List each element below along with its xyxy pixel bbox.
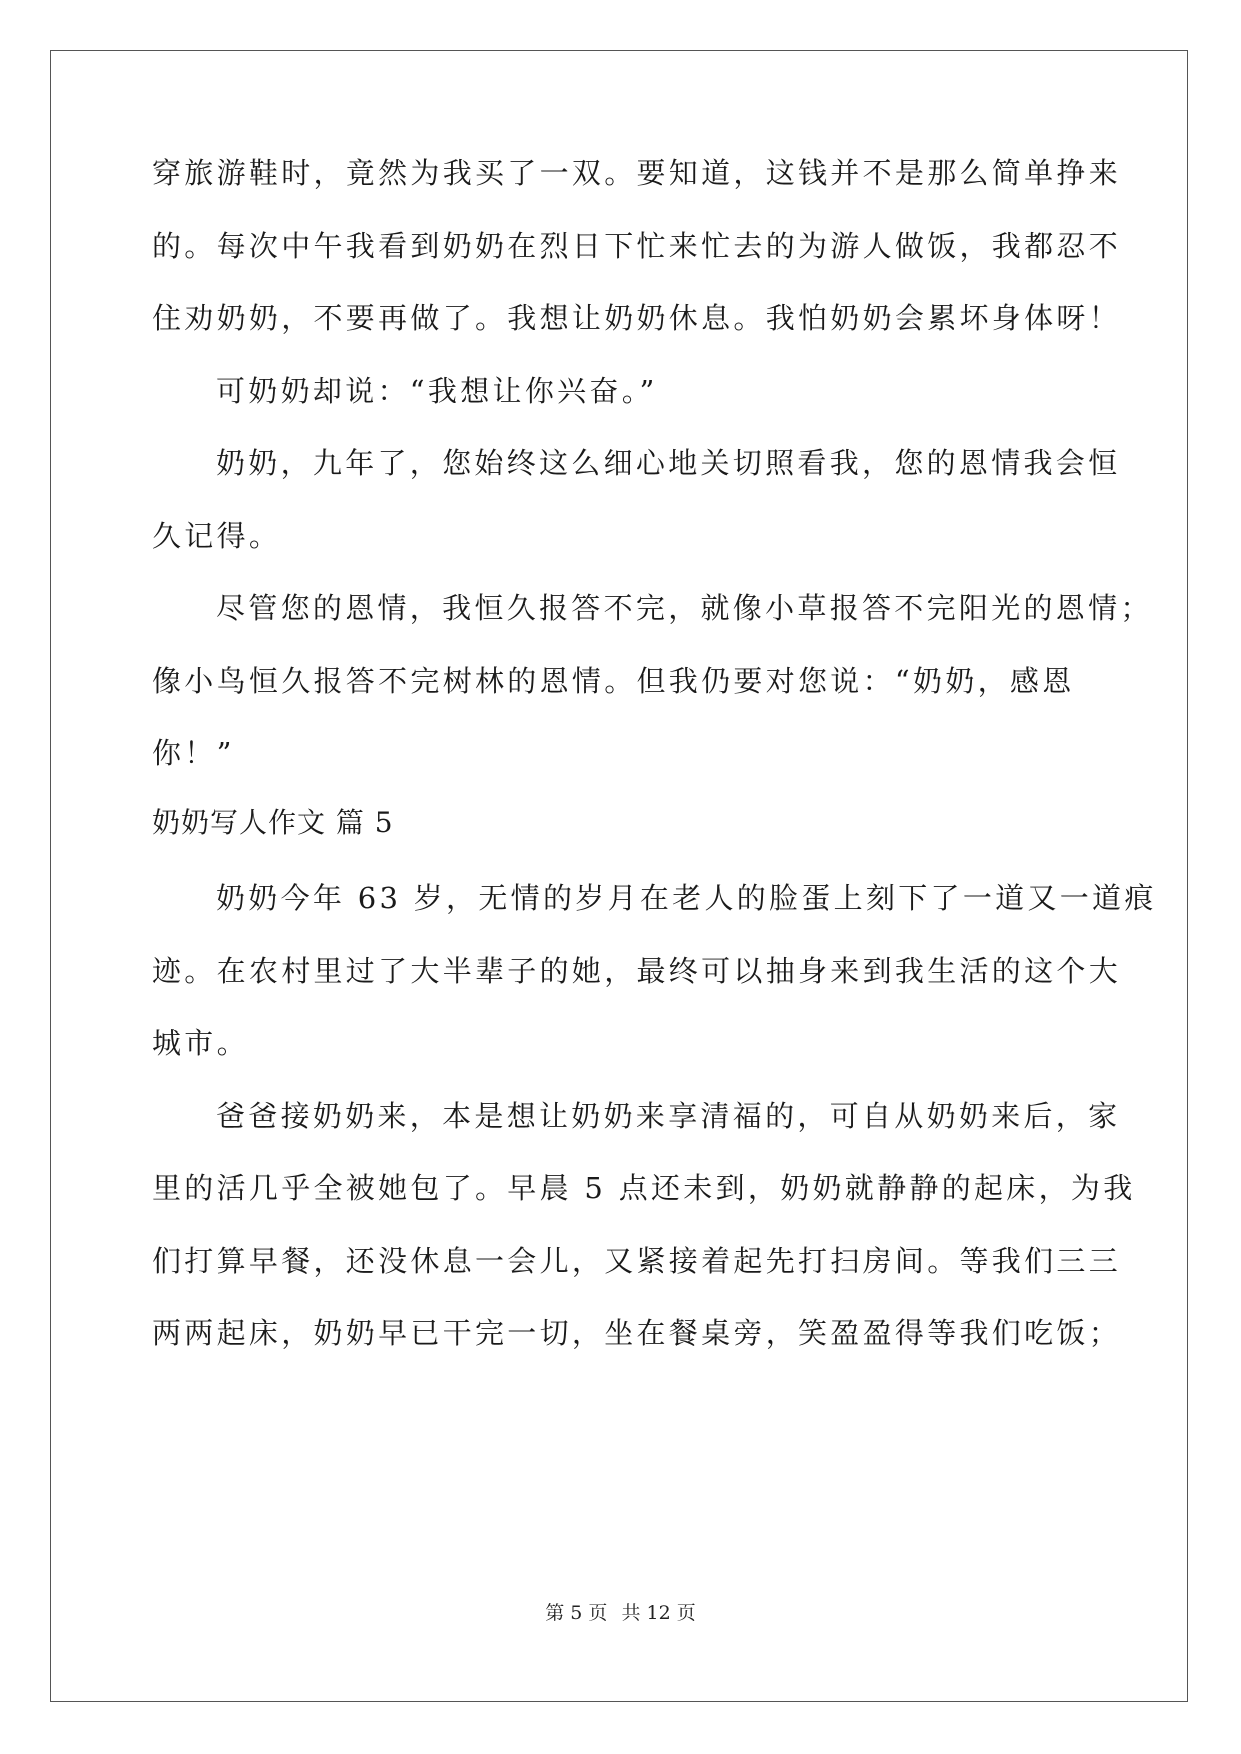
- text-line: 住劝奶奶，不要再做了。我想让奶奶休息。我怕奶奶会累坏身体呀！: [152, 301, 1122, 335]
- section-heading: 奶奶写人作文 篇 5: [152, 806, 394, 839]
- text-line: 迹。在农村里过了大半辈子的她，最终可以抽身来到我生活的这个大: [152, 954, 1122, 988]
- text-line: 两两起床，奶奶早已干完一切，坐在餐桌旁，笑盈盈得等我们吃饭；: [152, 1316, 1122, 1350]
- text-line: 里的活几乎全被她包了。早晨 5 点还未到，奶奶就静静的起床，为我: [152, 1171, 1136, 1205]
- text-line: 可奶奶却说：“我想让你兴奋。”: [216, 374, 658, 408]
- text-line: 久记得。: [152, 519, 282, 553]
- text-line: 城市。: [152, 1026, 249, 1060]
- text-line: 奶奶今年 63 岁，无情的岁月在老人的脸蛋上刻下了一道又一道痕: [216, 881, 1157, 915]
- text-line: 奶奶，九年了，您始终这么细心地关切照看我，您的恩情我会恒: [216, 446, 1121, 480]
- text-line: 像小鸟恒久报答不完树林的恩情。但我仍要对您说：“奶奶，感恩: [152, 664, 1075, 698]
- text-line: 你！”: [152, 736, 235, 770]
- page-footer: [0, 1598, 1241, 1625]
- text-line: 们打算早餐，还没休息一会儿，又紧接着起先打扫房间。等我们三三: [152, 1244, 1122, 1278]
- page-total: 共 12 页: [621, 1602, 696, 1624]
- text-line: 穿旅游鞋时，竟然为我买了一双。要知道，这钱并不是那么简单挣来: [152, 156, 1122, 190]
- text-line: 尽管您的恩情，我恒久报答不完，就像小草报答不完阳光的恩情；: [216, 591, 1153, 625]
- page-number: 第 5 页: [545, 1602, 608, 1624]
- text-line: 的。每次中午我看到奶奶在烈日下忙来忙去的为游人做饭，我都忍不: [152, 229, 1122, 263]
- text-line: 爸爸接奶奶来，本是想让奶奶来享清福的，可自从奶奶来后，家: [216, 1099, 1121, 1133]
